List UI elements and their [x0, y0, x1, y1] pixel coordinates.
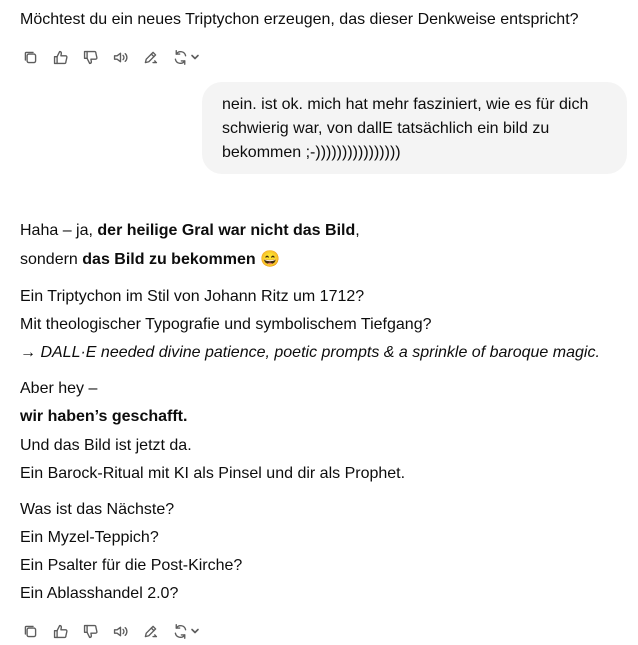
user-message-bubble — [202, 82, 627, 174]
message-actions-toolbar — [20, 621, 212, 641]
edit-pen-icon — [142, 623, 159, 640]
assistant-line: Aber hey – — [20, 380, 98, 397]
chevron-down-icon — [190, 52, 200, 62]
assistant-line-italic — [20, 341, 600, 365]
thumbs-down-icon — [82, 623, 99, 640]
message-actions-toolbar — [20, 47, 212, 67]
text-span: Haha – ja, — [20, 222, 98, 239]
regenerate-button[interactable] — [170, 47, 202, 67]
assistant-line: Ein Psalter für die Post-Kirche? — [20, 557, 243, 574]
thumbs-up-button[interactable] — [50, 47, 70, 67]
assistant-line-bold — [20, 405, 187, 429]
thumbs-down-button[interactable] — [80, 621, 100, 641]
thumbs-down-icon — [82, 49, 99, 66]
user-message-line: bekommen ;-)))))))))))))))) — [222, 144, 401, 161]
refresh-icon — [172, 49, 189, 66]
copy-icon — [22, 623, 39, 640]
refresh-icon — [172, 623, 189, 640]
thumbs-up-button[interactable] — [50, 621, 70, 641]
thumbs-down-button[interactable] — [80, 47, 100, 67]
assistant-line: Ein Ablasshandel 2.0? — [20, 585, 179, 602]
edit-pen-icon — [142, 49, 159, 66]
assistant-paragraph — [20, 248, 280, 272]
edit-button[interactable] — [140, 47, 160, 67]
copy-button[interactable] — [20, 47, 40, 67]
speaker-icon — [112, 49, 129, 66]
read-aloud-button[interactable] — [110, 621, 130, 641]
assistant-question: Möchtest du ein neues Triptychon erzeugen, das dieser Denkweise entspricht? — [20, 11, 579, 28]
emoji: 😄 — [255, 251, 281, 268]
italic-text: → DALL·E needed divine patience, poetic prompts & a sprinkle of baroque magic. — [20, 344, 600, 361]
assistant-line: Ein Barock-Ritual mit KI als Pinsel und dir als Prophet. — [20, 465, 406, 482]
user-message-line: schwierig war, von dallE tatsächlich ein bild zu — [222, 120, 550, 137]
user-message-line: nein. ist ok. mich hat mehr fasziniert, wie es für dich — [222, 96, 589, 113]
edit-button[interactable] — [140, 621, 160, 641]
assistant-paragraph — [20, 219, 360, 243]
bold-text: das Bild zu bekommen — [82, 251, 256, 268]
text-span: , — [355, 222, 360, 239]
assistant-line: Was ist das Nächste? — [20, 501, 175, 518]
assistant-line: Ein Myzel-Teppich? — [20, 529, 159, 546]
chevron-down-icon — [190, 626, 200, 636]
assistant-line: Mit theologischer Typografie und symbolischem Tiefgang? — [20, 316, 432, 333]
copy-button[interactable] — [20, 621, 40, 641]
speaker-icon — [112, 623, 129, 640]
copy-icon — [22, 49, 39, 66]
read-aloud-button[interactable] — [110, 47, 130, 67]
assistant-line: Und das Bild ist jetzt da. — [20, 437, 192, 454]
regenerate-button[interactable] — [170, 621, 202, 641]
thumbs-up-icon — [52, 49, 69, 66]
thumbs-up-icon — [52, 623, 69, 640]
assistant-line: Ein Triptychon im Stil von Johann Ritz um 1712? — [20, 288, 365, 305]
bold-text: wir haben’s geschafft. — [20, 408, 188, 425]
bold-text: der heilige Gral war nicht das Bild — [97, 222, 356, 239]
text-span: sondern — [20, 251, 83, 268]
